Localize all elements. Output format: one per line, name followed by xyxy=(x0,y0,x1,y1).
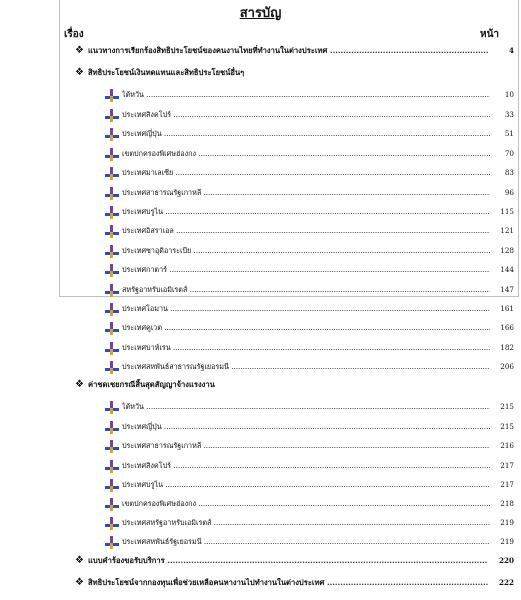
hand-pointer-icon xyxy=(105,225,119,238)
toc-entry-page: 4 xyxy=(492,45,514,57)
toc-entry-page: 217 xyxy=(492,460,514,472)
hand-pointer-icon xyxy=(105,342,119,355)
toc-item[interactable] xyxy=(0,359,521,377)
toc-entry-page: 96 xyxy=(492,187,514,199)
toc-entry-title: ประเทศสหรัฐอาหรับเอมิเรตส์ ..... xyxy=(122,517,490,529)
toc-entry-page: 222 xyxy=(492,577,514,589)
toc-item[interactable] xyxy=(0,204,521,222)
toc-entry-title: ประเทศบรูไน ..... xyxy=(122,206,490,218)
toc-entry-title: ประเทศสหพันธ์สาธารณรัฐเยอรมนี ..... xyxy=(122,361,490,373)
toc-entry-title: ประเทศบรูไน ..... xyxy=(122,479,490,491)
toc-entry-title: ประเทศญี่ปุ่น ..... xyxy=(122,421,490,433)
toc-entry-title: ประเทศโอมาน ..... xyxy=(122,303,490,315)
toc-item[interactable] xyxy=(0,477,521,495)
toc-section[interactable] xyxy=(0,575,521,593)
toc-entry-title: ประเทศสหพันธ์รัฐเยอรมนี ..... xyxy=(122,536,490,548)
hand-pointer-icon xyxy=(105,167,119,180)
toc-item[interactable] xyxy=(0,107,521,125)
toc-entry-title: ประเทศญี่ปุ่น ..... xyxy=(122,128,490,140)
toc-entry-page: 161 xyxy=(492,303,514,315)
toc-section[interactable] xyxy=(0,553,521,571)
toc-item[interactable] xyxy=(0,496,521,514)
toc-entry-title: ประเทศสิงคโปร์ ..... xyxy=(122,460,490,472)
toc-item[interactable] xyxy=(0,399,521,417)
toc-entry-page: 218 xyxy=(492,498,514,510)
toc-entry-title: ไต้หวัน ..... xyxy=(122,401,490,413)
toc-entry-page: 83 xyxy=(492,167,514,179)
toc-entry-page: 215 xyxy=(492,421,514,433)
hand-pointer-icon xyxy=(105,517,119,530)
toc-entry-page: 219 xyxy=(492,536,514,548)
toc-entry-title: สิทธิประโยชน์จากกองทุนเพื่อช่วยเหลือคนหางานไปทำงานในต่างประเทศ ..... xyxy=(88,577,488,589)
diamond-bullet-icon: ❖ xyxy=(75,555,84,566)
toc-item[interactable] xyxy=(0,301,521,319)
hand-pointer-icon xyxy=(105,109,119,122)
diamond-bullet-icon: ❖ xyxy=(75,379,84,390)
toc-item[interactable] xyxy=(0,515,521,533)
hand-pointer-icon xyxy=(105,128,119,141)
toc-entry-page: 182 xyxy=(492,342,514,354)
diamond-bullet-icon: ❖ xyxy=(75,577,84,588)
hand-pointer-icon xyxy=(105,536,119,549)
toc-item[interactable] xyxy=(0,458,521,476)
toc-entry-page: 220 xyxy=(492,555,514,567)
hand-pointer-icon xyxy=(105,264,119,277)
toc-entry-page: 33 xyxy=(492,109,514,121)
toc-entry-title: สิทธิประโยชน์เงินทดแทนและสิทธิประโยชน์อื่นๆ xyxy=(88,68,245,77)
hand-pointer-icon xyxy=(105,440,119,453)
hand-pointer-icon xyxy=(105,498,119,511)
toc-entry-title: แนวทางการเรียกร้องสิทธิประโยชน์ของคนงานไทยที่ทำงานในต่างประเทศ ..... xyxy=(88,45,488,57)
hand-pointer-icon xyxy=(105,245,119,258)
toc-entry-page: 70 xyxy=(492,148,514,160)
toc-item[interactable] xyxy=(0,282,521,300)
page-column-header: หน้า xyxy=(480,29,500,40)
hand-pointer-icon xyxy=(105,401,119,414)
toc-entry-page: 217 xyxy=(492,479,514,491)
topic-column-header: เรื่อง xyxy=(64,29,84,40)
toc-entry-title: เขตปกครองพิเศษฮ่องกง ..... xyxy=(122,148,490,160)
toc-entry-page: 51 xyxy=(492,128,514,140)
toc-entry-title: ประเทศสิงคโปร์ ..... xyxy=(122,109,490,121)
toc-item[interactable] xyxy=(0,262,521,280)
toc-entry-title: แบบคำร้องขอรับบริการ ..... xyxy=(88,555,488,567)
toc-entry-page: 219 xyxy=(492,517,514,529)
hand-pointer-icon xyxy=(105,421,119,434)
toc-item[interactable] xyxy=(0,146,521,164)
toc-item[interactable] xyxy=(0,438,521,456)
toc-item[interactable] xyxy=(0,534,521,552)
toc-entry-title: ประเทศอิสราเอล ..... xyxy=(122,225,490,237)
toc-entry-page: 121 xyxy=(492,225,514,237)
hand-pointer-icon xyxy=(105,187,119,200)
toc-entry-title: ประเทศบาห์เรน ..... xyxy=(122,342,490,354)
hand-pointer-icon xyxy=(105,361,119,374)
hand-pointer-icon xyxy=(105,322,119,335)
toc-entry-page: 216 xyxy=(492,440,514,452)
toc-entry-title: ค่าชดเชยกรณีสิ้นสุดสัญญาจ้างแรงงาน xyxy=(88,380,215,389)
hand-pointer-icon xyxy=(105,148,119,161)
toc-item[interactable] xyxy=(0,87,521,105)
toc-item[interactable] xyxy=(0,223,521,241)
hand-pointer-icon xyxy=(105,284,119,297)
toc-entry-title: ประเทศสาธารณรัฐเกาหลี ..... xyxy=(122,440,490,452)
toc-entry-title: ประเทศกาตาร์ ..... xyxy=(122,264,490,276)
toc-entry-title: ประเทศคูเวต ..... xyxy=(122,322,490,334)
toc-item[interactable] xyxy=(0,165,521,183)
toc-item[interactable] xyxy=(0,185,521,203)
toc-entry-page: 115 xyxy=(492,206,514,218)
toc-entry-title: เขตปกครองพิเศษฮ่องกง ..... xyxy=(122,498,490,510)
toc-entry-page: 144 xyxy=(492,264,514,276)
toc-entry-page: 128 xyxy=(492,245,514,257)
toc-entry-title: สหรัฐอาหรับเอมิเรตส์ ..... xyxy=(122,284,490,296)
toc-entry-title: ประเทศสาธารณรัฐเกาหลี ..... xyxy=(122,187,490,199)
toc-entry-title: ประเทศซาอุดิอาระเบีย ..... xyxy=(122,245,490,257)
toc-entry-page: 206 xyxy=(492,361,514,373)
toc-section[interactable] xyxy=(0,43,521,61)
hand-pointer-icon xyxy=(105,89,119,102)
diamond-bullet-icon: ❖ xyxy=(75,67,84,78)
toc-entry-page: 147 xyxy=(492,284,514,296)
toc-item[interactable] xyxy=(0,126,521,144)
hand-pointer-icon xyxy=(105,206,119,219)
hand-pointer-icon xyxy=(105,460,119,473)
toc-item[interactable] xyxy=(0,320,521,338)
toc-item[interactable] xyxy=(0,419,521,437)
toc-section[interactable] xyxy=(0,65,521,83)
toc-entry-title: ประเทศมาเลเซีย ..... xyxy=(122,167,490,179)
page-title: สารบัญ xyxy=(239,6,282,21)
toc-entry-page: 215 xyxy=(492,401,514,413)
diamond-bullet-icon: ❖ xyxy=(75,45,84,56)
toc-entry-page: 10 xyxy=(492,89,514,101)
toc-entry-title: ไต้หวัน ..... xyxy=(122,89,490,101)
hand-pointer-icon xyxy=(105,303,119,316)
toc-item[interactable] xyxy=(0,340,521,358)
toc-item[interactable] xyxy=(0,243,521,261)
toc-section[interactable] xyxy=(0,377,521,395)
toc-entry-page: 166 xyxy=(492,322,514,334)
hand-pointer-icon xyxy=(105,479,119,492)
